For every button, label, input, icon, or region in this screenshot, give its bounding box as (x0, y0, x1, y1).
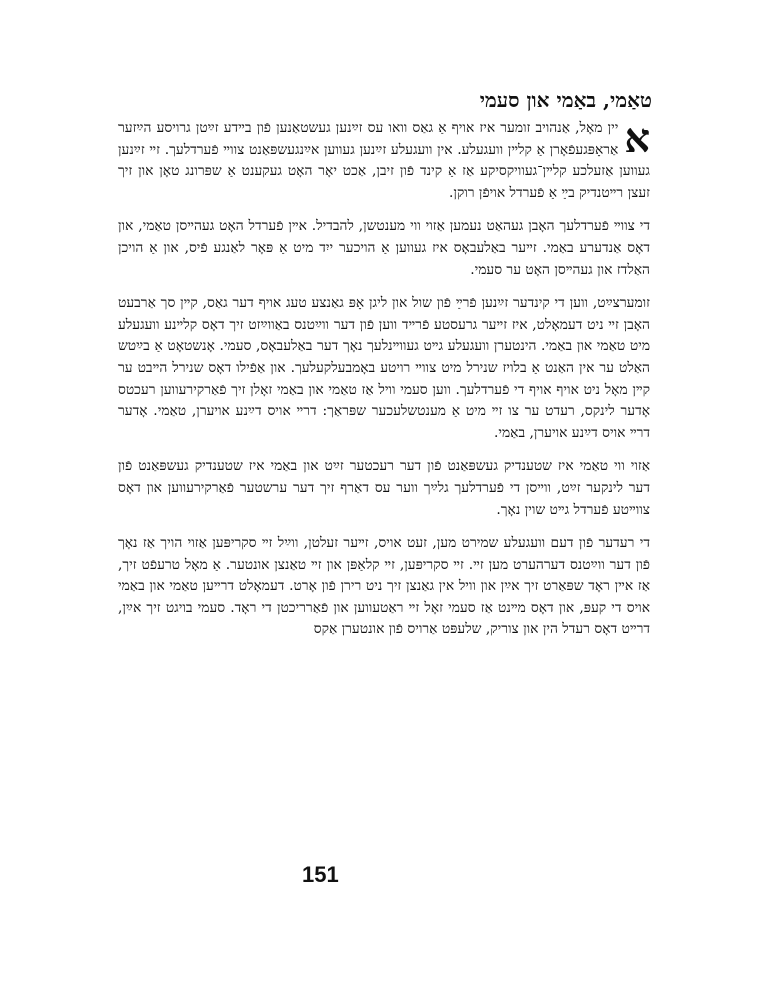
paragraph-1-text: יין מאָל, אַנהויב זומער איז אויף אַ גאַס וואו עס זײַנען געשטאַנען פֿון בײדע זײַטן גרויסע הײַזער אַראָפּגעפֿאָרן אַ קלײן וועגעלע. אין וועגעלע זײַנען געווען אײַנגעשפּאַנט צווײ פֿערדלעך. זײ זײַנען געווען אַזעלכע קלײן־געוויקסיקע אַז אַ קינד פֿון זיבן, אַכט יאָר האָט געקענט אַ שפּרונג טאָן און זיך זעצן רײטנדיק בײַ אַ פֿערדל אויפֿן רוקן. (118, 120, 650, 201)
body-text (118, 115, 650, 653)
paragraph-4: אַזוי ווי טאַמי איז שטענדיק געשפּאַנט פֿון דער רעכטער זײַט און באַמי איז שטענדיק געשפּאַנט פֿון דער לינקער זײַט, ווײסן די פֿערדלעך גלײַך ווער עס דאַרף זיך דער ערשטער פֿאַרקירעווען און דאָס צווײטע פֿערדל גײט שוין נאָך. (118, 458, 650, 518)
paragraph-3: זומערצײַט, ווען די קינדער זײַנען פֿרײַ פֿון שול און ליגן אָפּ גאַנצע טעג אויף דער גאַס, קײן סך אַרבעט האָבן זײ ניט דעמאָלט, איז זײער גרעסטע פֿרײד ווען פֿון דער ווײַטנס באַווײַזט זיך דאָס קלײנע וועגעלע מיט טאַמי און באַמי. הינטערן וועגעלע גײט געווײנלעך נאָך דער באַלעבאָס, סעמי. אָנשטאָט אַ בײַטש האַלט ער אין האַנט אַ בלויז שנירל מיט צווײ רויטע באָמבעלקעלעך. און אַפֿילו דאָס שנירל הײבט ער קײן מאָל ניט אויף אויף די פֿערדלעך. ווען סעמי וויל אַז טאַמי און באַמי זאָלן זיך פֿאַרקירעווען רעכטס אָדער לינקס, רעדט ער צו זײ מיט אַ מענטשלעכער שפּראַך: דרײ אויס דײַנע אויערן, טאַמי. אָדער דרײ אויס דײַנע אויערן, באַמי. (118, 295, 650, 441)
drop-cap: א (624, 115, 650, 162)
chapter-title: טאַמי, באַמי און סעמי (479, 88, 652, 112)
page-number: 151 (302, 862, 339, 887)
paragraph-1 (118, 115, 650, 204)
paragraph-5: די רעדער פֿון דעם וועגעלע שמירט מען, זעט אויס, זײער זעלטן, ווײַל זײ סקריפּען אַזוי הויך אַז נאָך פֿון דער ווײַטנס דערהערט מען זײ. זײ סקריפּען, זײ קלאַפּן און זײ טאַנצן אונטער. אַ מאָל טרעפֿט זיך, אַז אײן ראָד שפּאַרט זיך אײַן און וויל אין גאַנצן זיך ניט רירן פֿון אָרט. דעמאָלט דרײען טאַמי און באַמי אויס די קעפּ, און דאָס מײנט אַז סעמי זאָל זײ ראַטעווען און פֿאַרריכטן די ראָד. סעמי בויגט זיך אײַן, דרײט דאָס רעדל הין און צוריק, שלעפּט אַרויס פֿון אונטערן אַקס (118, 535, 650, 638)
paragraph-2: די צווײ פֿערדלעך האָבן געהאַט נעמען אַזוי ווי מענטשן, להבדיל. אײן פֿערדל האָט געהײסן טאַמי, און דאָס אַנדערע באַמי. זײער באַלעבאָס איז געווען אַ הויכער ייִד מיט אַ פּאָר לאַנגע פֿיס, און אַ הויכן האַלדז און געהײסן האָט ער סעמי. (118, 218, 650, 278)
